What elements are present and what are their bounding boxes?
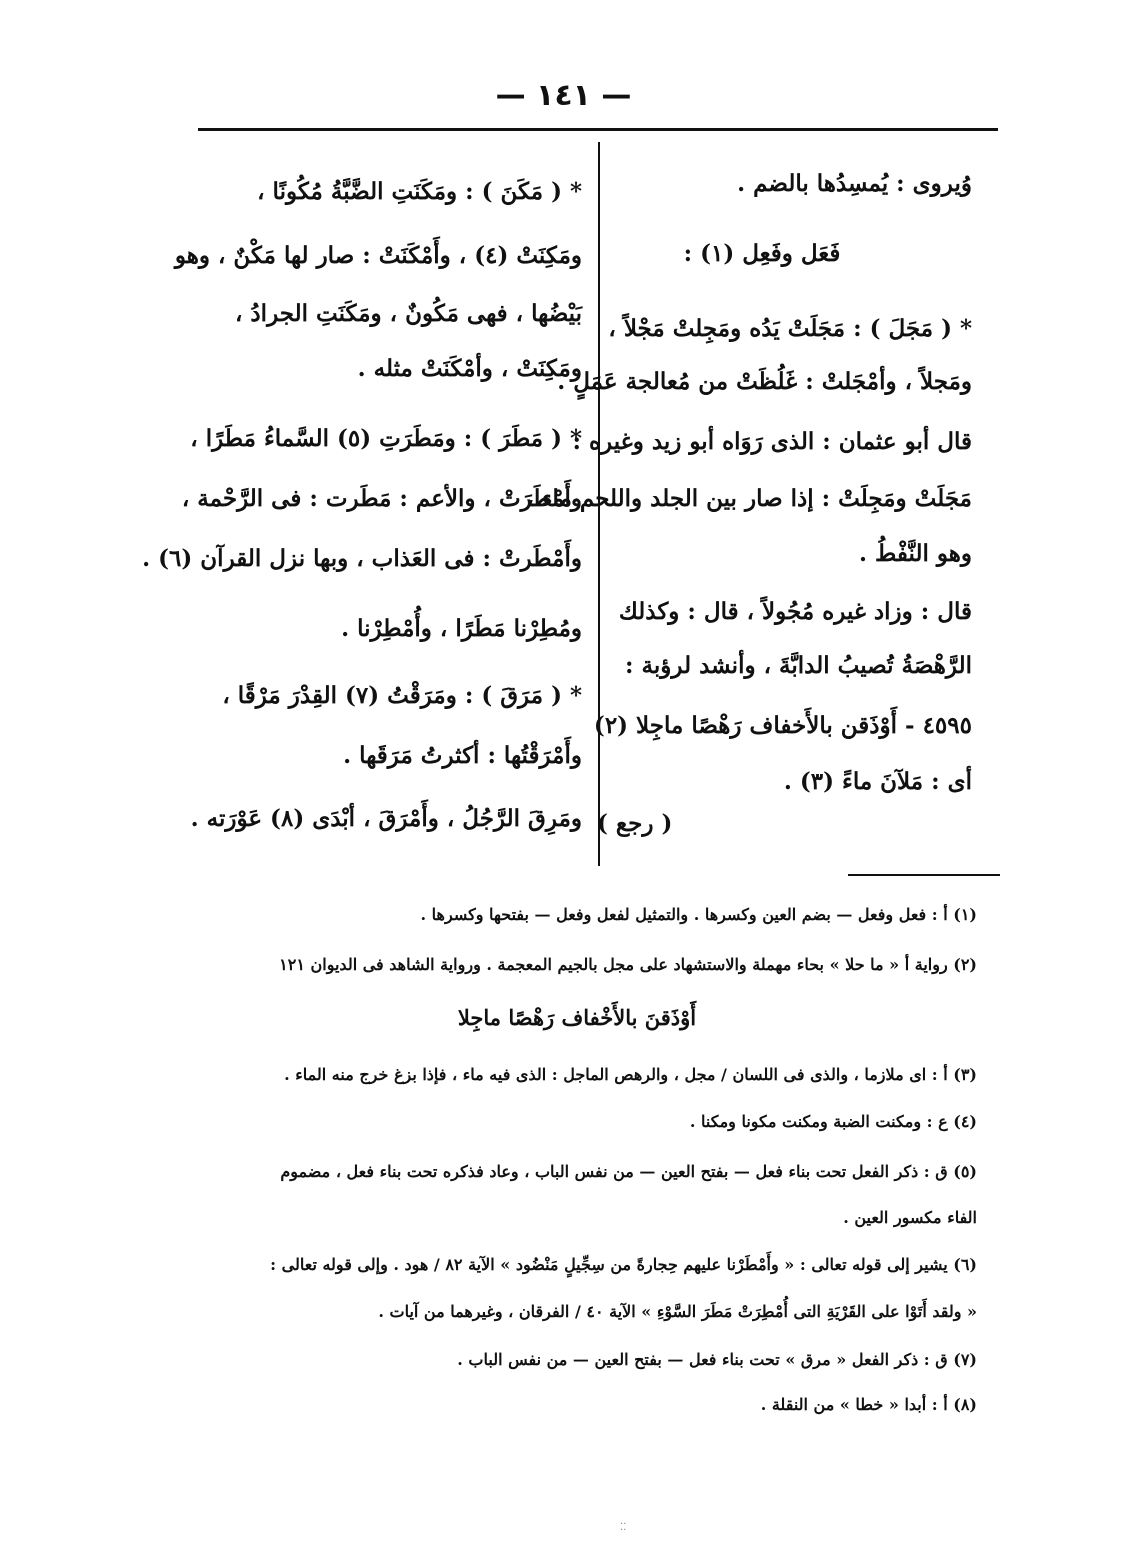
text-line: قال : وزاد غيره مُجُولاً ، قال : وكذلك — [618, 598, 972, 625]
return-marker: ( رجع ) — [597, 810, 673, 837]
footnote: (٣) أ : اى ملازما ، والذى فى اللسان / مجل ، والرهص الماجل : الذى فيه ماء ، فإذا بزغ خرج منه الماء . — [284, 1065, 977, 1084]
bottom-mark: ⁚⁚ — [620, 1522, 627, 1533]
footnote-verse: أَوْذَقنَ بالأَخْفاف رَهْصًا ماجِلا — [457, 1005, 697, 1030]
footnote: (٥) ق : ذكر الفعل تحت بناء فعل — بفتح العين — من نفس الباب ، وعاد فذكره تحت بناء فعل ، مضموم — [280, 1162, 977, 1181]
footnote: (٤) ع : ومكنت الضبة ومكنت مكونا ومكنا . — [689, 1112, 977, 1131]
text-line: وُيروى : يُمسِدُها بالضم . — [737, 170, 972, 197]
text-line: قال أبو عثمان : الذى رَوَاه أبو زيد وغيره : — [572, 428, 972, 455]
text-line: مَجَلَتْ ومَجِلَتْ : إذا صار بين الجلد واللحم ماء ، — [526, 485, 972, 512]
footnote: (٨) أ : أبدا « خطا » من النقلة . — [760, 1395, 977, 1414]
text-line: وأَمْطَرَتْ ، والأعم : مَطَرت : فى الرَّحْمة ، — [181, 485, 582, 512]
text-line: وهو النَّفْطُ . — [859, 540, 972, 567]
text-line: ومَكِنَتْ (٤) ، وأَمْكَنَتْ : صار لها مَكْنٌ ، وهو — [174, 242, 582, 269]
page-number: — ١٤١ — — [495, 78, 632, 113]
footnote: (١) أ : فعل وفعل — بضم العين وكسرها . والتمثيل لفعل وفعل — بفتحها وكسرها . — [420, 905, 977, 924]
entry-headword: * ( مَرَقَ ) : ومَرَقْتُ (٧) القِدْرَ مَرْقًا ، — [222, 682, 582, 709]
text-line: بَيْضُها ، فهى مَكُونٌ ، ومَكَنَتِ الجرادُ ، — [235, 300, 582, 327]
footnote: « ولقد أَتَوْا على القَرْيَةِ التى أُمْطِرَتْ مَطَرَ السَّوْءِ » الآية ٤٠ / الفرقان ، وغيرهما من آيات . — [378, 1302, 977, 1321]
footnote: (٦) يشير إلى قوله تعالى : « وأَمْطَرْنا عليهم حِجارةً من سِجِّيلٍ مَنْضُود » الآية ٨٢ / هود . وإلى قوله تعالى : — [270, 1255, 977, 1274]
footnote: (٧) ق : ذكر الفعل « مرق » تحت بناء فعل — بفتح العين — من نفس الباب . — [457, 1350, 977, 1369]
text-line: الرَّهْصَةُ تُصيبُ الدابَّةَ ، وأنشد لرؤبة : — [625, 652, 972, 679]
text-line: ومَرِقَ الرَّجُلُ ، وأَمْرَقَ ، أبْدَى (٨) عَوْرَته . — [190, 805, 582, 832]
footnote: (٢) رواية أ « ما حلا » بحاء مهملة والاستشهاد على مجل بالجيم المعجمة . ورواية الشاهد فى الديوان ١٢١ — [279, 955, 977, 974]
entry-headword: * ( مَكَنَ ) : ومَكَنَتِ الضَّبَّةُ مُكُونًا ، — [257, 178, 582, 205]
text-line: وأَمْطَرتْ : فى العَذاب ، وبها نزل القرآن (٦) . — [142, 545, 582, 572]
entry-headword: * ( مَطَرَ ) : ومَطَرَتِ (٥) السَّماءُ مَطَرًا ، — [190, 425, 582, 452]
text-line: ومَجلاً ، وأمْجَلتْ : غَلُظَتْ من مُعالجة عَمَلٍ . — [557, 368, 972, 395]
footnote: الفاء مكسور العين . — [843, 1208, 977, 1227]
section-heading: فَعَل وفَعِل (١) : — [683, 240, 841, 267]
text-line: أى : مَلآنَ ماءً (٣) . — [783, 768, 972, 795]
entry-headword: * ( مَجَلَ ) : مَجَلَتْ يَدُه ومَجِلتْ مَجْلاً ، — [608, 315, 972, 342]
footnote-rule — [848, 874, 1000, 876]
header-rule — [198, 128, 998, 131]
text-line: ومُطِرْنا مَطَرًا ، وأُمْطِرْنا . — [341, 615, 582, 642]
text-line: ومَكِنَتْ ، وأمْكَنَتْ مثله . — [357, 355, 582, 382]
verse-line: ٤٥٩٥ - أَوْذَقن بالأَخفاف رَهْصًا ماجِلا (٢) — [593, 712, 972, 739]
text-line: وأَمْرَقْتُها : أكثرتُ مَرَقَها . — [343, 742, 582, 769]
